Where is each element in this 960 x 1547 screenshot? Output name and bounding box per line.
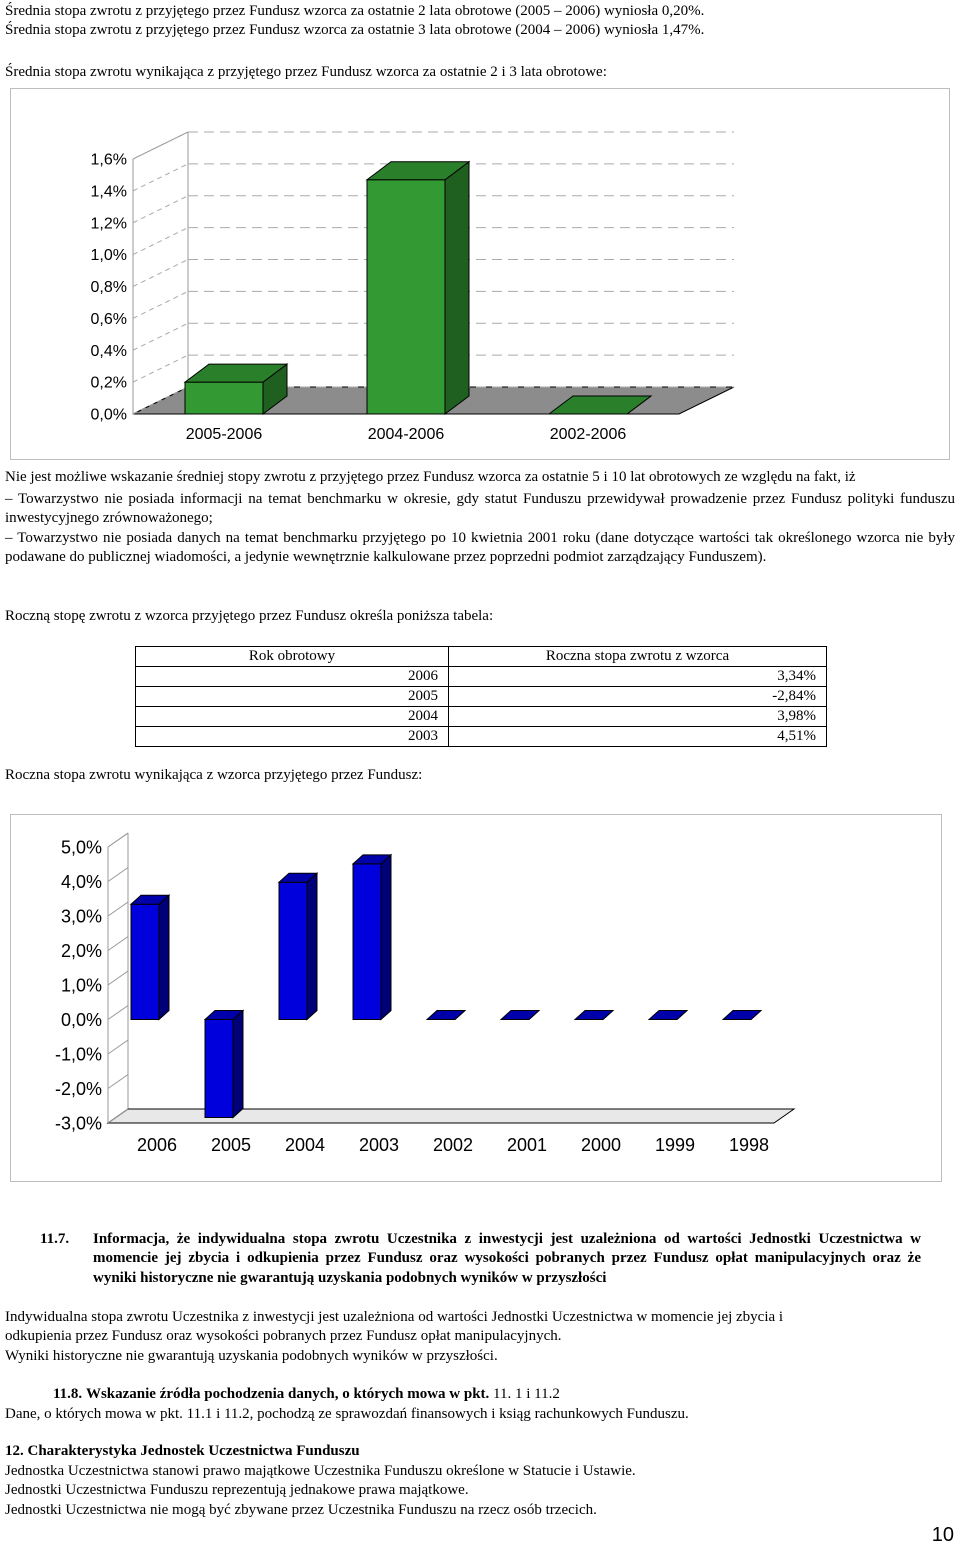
section-12-line-1: Jednostka Uczestnictwa stanowi prawo majątkowe Uczestnika Funduszu określone w Statucie i Ustawie.: [5, 1463, 636, 1479]
section-11-8-ref: 11. 1 i 11.2: [489, 1386, 560, 1402]
table-header-rate: Roczna stopa zwrotu z wzorca: [449, 647, 827, 667]
bar-front: [279, 882, 307, 1019]
bar-side: [233, 1011, 243, 1118]
table-intro: Roczną stopę zwrotu z wzorca przyjętego przez Fundusz określa poniższa tabela:: [5, 608, 494, 624]
y-tick-label: 0,0%: [60, 1009, 102, 1030]
y-tick-label: 3,0%: [60, 906, 102, 927]
chart-annual-returns: [10, 814, 942, 1182]
gridline-diagonal: [108, 971, 128, 985]
chart-average-returns: [10, 88, 950, 460]
bar-side: [445, 162, 469, 414]
x-tick-label: 1999: [654, 1135, 696, 1155]
bar-top: [723, 1011, 761, 1020]
x-tick-label: 1998: [728, 1135, 770, 1155]
y-tick-label: 4,0%: [60, 871, 102, 892]
section-11-7-line-3: Wyniki historyczne nie gwarantują uzyskania podobnych wyników w przyszłości.: [5, 1348, 498, 1364]
section-11-7-line-1: Indywidualna stopa zwrotu Uczestnika z inwestycji jest uzależniona od wartości Jednostki Uczestnictwa w momencie jej zbycia i: [5, 1309, 784, 1325]
table-header-year: Rok obrotowy: [136, 647, 449, 667]
chart2-intro: Roczna stopa zwrotu wynikająca z wzorca przyjętego przez Fundusz:: [5, 767, 423, 783]
y-tick-label: 1,6%: [90, 151, 127, 169]
section-12-heading: 12. Charakterystyka Jednostek Uczestnictwa Funduszu: [5, 1443, 360, 1459]
gridline-diagonal: [133, 228, 188, 255]
y-tick-label: 0,0%: [90, 406, 127, 424]
gridline-diagonal: [108, 937, 128, 951]
bar-front: [131, 904, 159, 1019]
bar-front: [205, 1020, 233, 1118]
y-tick-label: -3,0%: [54, 1113, 102, 1134]
note-paragraph-3: – Towarzystwo nie posiada danych na temat benchmarku przyjętego po 10 kwietnia 2001 roku (dane dotyczące wartości tak określonego wzorca nie były podawane do publicznej wiadomości, a jedynie wewnętrznie kalkulowane przez poprzedni podmiot zarządzający Funduszem).: [5, 530, 955, 566]
gridline-diagonal: [108, 833, 128, 847]
table-cell-rate: 3,34%: [449, 667, 827, 687]
intro-line-2: Średnia stopa zwrotu z przyjętego przez Fundusz wzorca za ostatnie 3 lata obrotowe (2004 – 2006) wyniosła 1,47%.: [5, 22, 705, 38]
y-tick-label: 1,2%: [90, 215, 127, 233]
bar-top: [649, 1011, 687, 1020]
gridline-diagonal: [133, 291, 188, 318]
gridline-diagonal: [108, 868, 128, 882]
section-11-8-heading: Wskazanie źródła pochodzenia danych, o których mowa w pkt.: [85, 1386, 490, 1402]
y-tick-label: -2,0%: [54, 1078, 102, 1099]
y-tick-label: -1,0%: [54, 1044, 102, 1065]
section-11-8-title: [53, 1385, 560, 1404]
intro-line-3: Średnia stopa zwrotu wynikająca z przyjętego przez Fundusz wzorca za ostatnie 2 i 3 lata obrotowe:: [5, 64, 607, 80]
table-cell-year: 2003: [136, 727, 449, 747]
section-11-7-heading: Informacja, że indywidualna stopa zwrotu Uczestnika z inwestycji jest uzależniona od wartości Jednostki Uczestnictwa w momencie jej zbycia i odkupienia przez Fundusz oraz wysokości pobranych przez Fundusz opłat manipulacyjnych oraz że wyniki historyczne nie gwarantują uzyskania podobnych wyników w przyszłości: [93, 1231, 921, 1286]
y-tick-label: 0,8%: [90, 279, 127, 297]
section-11-8-line-1: Dane, o których mowa w pkt. 11.1 i 11.2, pochodzą ze sprawozdań finansowych i ksiąg rachunkowych Funduszu.: [5, 1406, 689, 1422]
chart-annual-returns-svg: [11, 815, 941, 1181]
table-row: [136, 707, 827, 727]
section-11-7-line-2: odkupienia przez Fundusz oraz wysokości pobranych przez Fundusz opłat manipulacyjnych.: [5, 1328, 562, 1344]
table-cell-year: 2005: [136, 687, 449, 707]
bar-side: [159, 895, 169, 1019]
table-header-row: [136, 647, 827, 667]
gridline-diagonal: [108, 1006, 128, 1020]
note-paragraph-2: – Towarzystwo nie posiada informacji na temat benchmarku w okresie, gdy statut Funduszu przewidywał prowadzenie przez Fundusz polityki funduszu inwestycyjnego zrównoważonego;: [5, 491, 955, 527]
y-tick-label: 2,0%: [60, 940, 102, 961]
x-tick-label: 2005-2006: [185, 426, 263, 443]
bar-top: [575, 1011, 613, 1020]
bar-side: [307, 873, 317, 1019]
section-12-line-3: Jednostki Uczestnictwa nie mogą być zbywane przez Uczestnika Funduszu na rzecz osób trzecich.: [5, 1502, 597, 1518]
table-cell-rate: 4,51%: [449, 727, 827, 747]
y-tick-label: 1,4%: [90, 183, 127, 201]
gridline-diagonal: [133, 196, 188, 223]
gridline-diagonal: [133, 323, 188, 350]
bar-top: [501, 1011, 539, 1020]
y-tick-label: 5,0%: [60, 837, 102, 858]
gridline-diagonal: [133, 355, 188, 382]
axis-left-wall: [133, 159, 188, 414]
table-cell-rate: 3,98%: [449, 707, 827, 727]
y-tick-label: 1,0%: [90, 247, 127, 265]
x-tick-label: 2002-2006: [549, 426, 627, 443]
chart-average-returns-svg: [11, 89, 949, 459]
section-11-8-number: 11.8.: [53, 1386, 83, 1402]
x-tick-label: 2003: [358, 1135, 400, 1155]
bar-front: [367, 180, 445, 414]
y-tick-label: 0,2%: [90, 374, 127, 392]
x-tick-label: 2004-2006: [367, 426, 445, 443]
section-12-line-2: Jednostki Uczestnictwa Funduszu reprezentują jednakowe prawa majątkowe.: [5, 1482, 469, 1498]
bar-front: [185, 382, 263, 414]
y-tick-label: 1,0%: [60, 975, 102, 996]
intro-line-1: Średnia stopa zwrotu z przyjętego przez Fundusz wzorca za ostatnie 2 lata obrotowe (2005 – 2006) wyniosła 0,20%.: [5, 3, 705, 19]
section-11-7-number: 11.7.: [40, 1231, 70, 1247]
table-cell-rate: -2,84%: [449, 687, 827, 707]
x-tick-label: 2004: [284, 1135, 326, 1155]
x-tick-label: 2000: [580, 1135, 622, 1155]
x-tick-label: 2005: [210, 1135, 252, 1155]
y-tick-label: 0,4%: [90, 342, 127, 360]
gridline-diagonal: [133, 164, 188, 191]
table-row: [136, 667, 827, 687]
note-paragraph-1: Nie jest możliwe wskazanie średniej stopy zwrotu z przyjętego przez Fundusz wzorca za ostatnie 5 i 10 lat obrotowych ze względu na fakt, iż: [5, 469, 856, 485]
gridline-diagonal: [108, 1075, 128, 1089]
gridline-diagonal: [108, 902, 128, 916]
x-tick-label: 2002: [432, 1135, 474, 1155]
bar-top: [427, 1011, 465, 1020]
bar-front: [353, 864, 381, 1020]
gridline-diagonal: [133, 260, 188, 287]
y-tick-label: 0,6%: [90, 310, 127, 328]
benchmark-table: [135, 646, 827, 747]
page-number: 10: [931, 1524, 954, 1546]
table-row: [136, 727, 827, 747]
table-cell-year: 2004: [136, 707, 449, 727]
table-row: [136, 687, 827, 707]
bar-side: [381, 855, 391, 1020]
x-tick-label: 2006: [136, 1135, 178, 1155]
gridline-diagonal: [108, 1040, 128, 1054]
table-cell-year: 2006: [136, 667, 449, 687]
x-tick-label: 2001: [506, 1135, 548, 1155]
